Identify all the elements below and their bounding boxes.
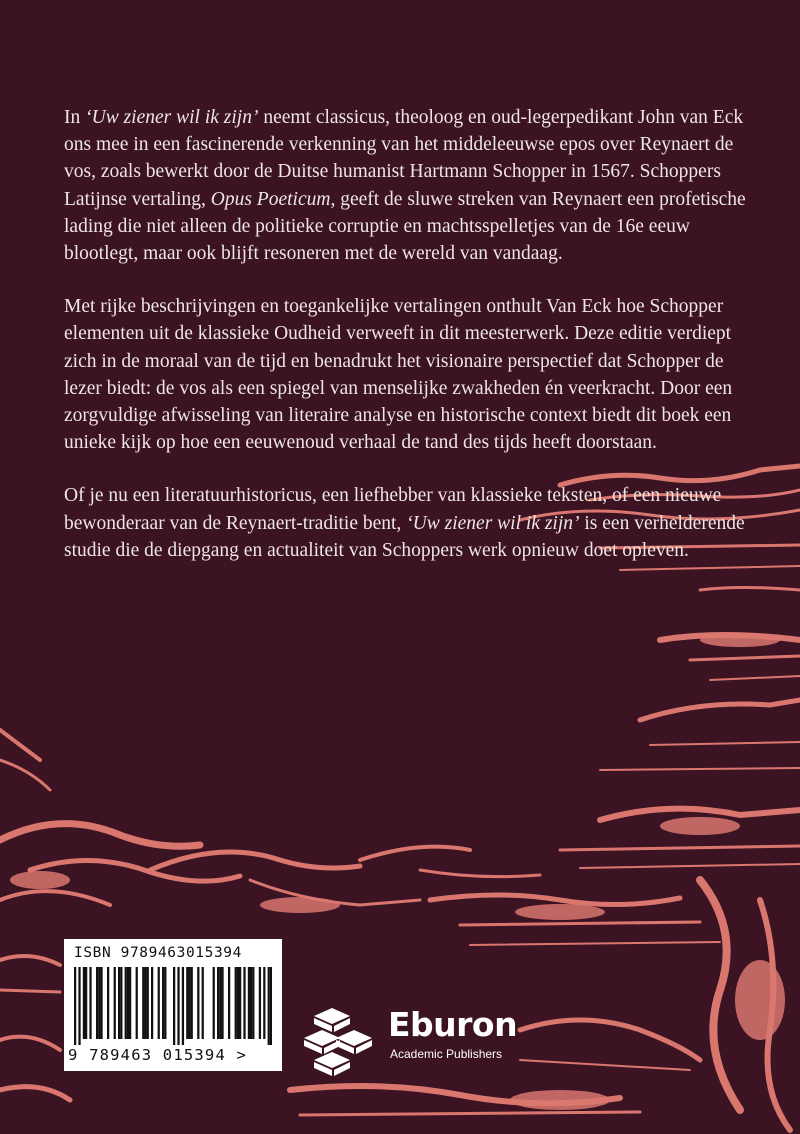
barcode-bar bbox=[243, 967, 245, 1039]
barcode-bar bbox=[142, 967, 144, 1039]
barcode-bar bbox=[263, 967, 265, 1039]
barcode-bar bbox=[147, 967, 149, 1039]
barcode-bar bbox=[268, 967, 270, 1045]
barcode-bar bbox=[173, 967, 175, 1045]
barcode-bar bbox=[237, 967, 239, 1039]
barcode-bar bbox=[270, 967, 272, 1045]
blurb-paragraph-2: Met rijke beschrijvingen en toegankelijke vertalingen onthult Van Eck hoe Schopper elementen uit de klassieke Oudheid verweeft in dit meesterwerk. Deze editie verdiept zich in de moraal van de tijd en benadrukt het visionaire perspectief dat Schopper de lezer biedt: de vos als een spiegel van menselijke zwakheden én veerkracht. Door een zorgvuldige afwisseling van literaire analyse en historische context biedt dit boek een unieke kijk op hoe een eeuwenoud verhaal de tand des tijds heeft doorstaan. bbox=[64, 296, 733, 454]
blurb-paragraph-1: In ‘Uw ziener wil ik zijn’ neemt classicus, theoloog en oud-legerpedikant John van Eck ons mee in een fascinerende verkenning van het middeleeuwse epos over Reynaert de vos, zoals bewerkt door de Duitse humanist Hartmann Schopper in 1567. Schoppers Latijnse vertaling, Opus Poeticum, geeft de sluwe streken van Reynaert een profetische lading die niet alleen de politieke corruptie en machtsspelletjes van de 16e eeuw blootlegt, maar ook blijft resoneren met de wereld van vandaag. bbox=[64, 107, 746, 265]
barcode-bar bbox=[127, 967, 129, 1039]
barcode-bar bbox=[89, 967, 91, 1039]
barcode-bar bbox=[217, 967, 219, 1039]
isbn-label: ISBN 9789463015394 bbox=[74, 945, 242, 961]
barcode-bar bbox=[239, 967, 241, 1039]
publisher-name: Eburon bbox=[388, 1005, 518, 1044]
barcode-bar bbox=[235, 967, 237, 1039]
barcode-bar bbox=[252, 967, 254, 1039]
barcode-bar bbox=[118, 967, 120, 1039]
barcode-bar bbox=[125, 967, 127, 1039]
barcode-bar bbox=[85, 967, 87, 1039]
barcode-bar bbox=[107, 967, 109, 1039]
barcode-bar bbox=[186, 967, 188, 1039]
work-title-italic: Opus Poeticum bbox=[210, 188, 331, 210]
barcode-bar bbox=[144, 967, 146, 1039]
barcode-bar bbox=[188, 967, 190, 1039]
back-cover-blurb bbox=[64, 104, 754, 590]
barcode-bars bbox=[74, 967, 272, 1045]
barcode-bar bbox=[164, 967, 166, 1039]
barcode-bar bbox=[114, 967, 116, 1039]
barcode-bar bbox=[78, 967, 80, 1045]
barcode-bar bbox=[177, 967, 179, 1045]
barcode-bar bbox=[129, 967, 131, 1039]
book-title-italic: ‘Uw ziener wil ik zijn’ bbox=[85, 107, 259, 128]
barcode-bar bbox=[259, 967, 261, 1039]
barcode-bar bbox=[213, 967, 215, 1039]
barcode-bar bbox=[151, 967, 153, 1039]
barcode-bar bbox=[136, 967, 138, 1039]
barcode-bar bbox=[100, 967, 102, 1039]
barcode-bar bbox=[250, 967, 252, 1039]
barcode-bar bbox=[228, 967, 230, 1039]
publisher-tagline: Academic Publishers bbox=[390, 1047, 503, 1061]
barcode-bar bbox=[191, 967, 193, 1039]
barcode-bar bbox=[120, 967, 122, 1039]
barcode-bar bbox=[219, 967, 221, 1039]
stacked-books-logo-icon bbox=[302, 1008, 384, 1078]
barcode-bar bbox=[98, 967, 100, 1039]
barcode-bar bbox=[83, 967, 85, 1039]
isbn-digits: 9 789463 015394 > bbox=[68, 1046, 248, 1064]
barcode-bar bbox=[158, 967, 160, 1039]
isbn-barcode bbox=[64, 939, 282, 1071]
barcode-bar bbox=[96, 967, 98, 1039]
blurb-paragraph-3: Of je nu een literatuurhistoricus, een liefhebber van klassieke teksten, of een nieuwe bewonderaar van de Reynaert-traditie bent, ‘Uw ziener wil ik zijn’ is een verhelderende studie die de diepgang en actualiteit van Schoppers werk opnieuw doet opleven. bbox=[64, 485, 745, 561]
barcode-bar bbox=[74, 967, 76, 1045]
barcode-bar bbox=[248, 967, 250, 1039]
barcode-bar bbox=[221, 967, 223, 1039]
book-title-italic: ‘Uw ziener wil ik zijn’ bbox=[406, 512, 580, 534]
barcode-bar bbox=[182, 967, 184, 1045]
barcode-bar bbox=[197, 967, 199, 1039]
barcode-bar bbox=[202, 967, 204, 1039]
barcode-bar bbox=[162, 967, 164, 1039]
